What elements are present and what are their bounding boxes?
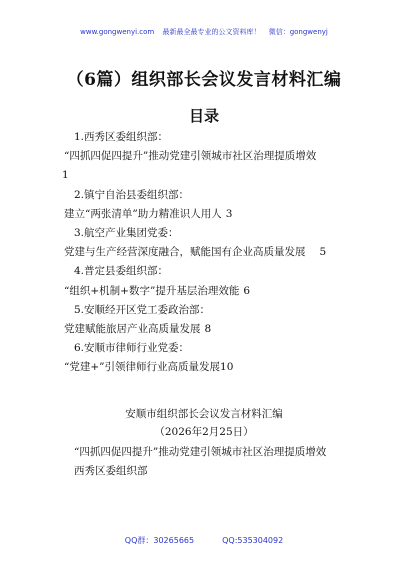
toc-entry-title: 党建与生产经营深度融合，赋能国有企业高质量发展 [64, 246, 306, 259]
toc-entry-line[interactable] [64, 243, 364, 262]
section-title: 安顺市组织部长会议发言材料汇编 [125, 408, 283, 420]
toc-heading: 目录 [188, 107, 219, 125]
section-item-org: 西秀区委组织部 [74, 465, 148, 477]
toc-entry-title: “组织+机制+数字”提升基层治理效能 [64, 284, 240, 297]
toc-entry-title: 建立“两张清单”助力精准识人用人 [64, 207, 222, 220]
toc-entry-org[interactable]: 3.航空产业集团党委： [74, 226, 179, 239]
toc-entry-title[interactable]: “四抓四促四提升”推动党建引领城市社区治理提质增效 [64, 150, 317, 163]
toc-entry-line[interactable] [64, 282, 364, 301]
toc-entry-page: 5 [319, 246, 327, 259]
toc-entry-org[interactable]: 6.安顺市律师行业党委： [74, 342, 190, 355]
toc-entry-org[interactable]: 5.安顺经开区党工委政治部： [74, 303, 211, 316]
toc-entry-line[interactable] [64, 320, 364, 339]
toc-entry-page[interactable]: 1 [62, 169, 69, 182]
toc-entry-page: 10 [220, 361, 234, 374]
toc-entry-page: 8 [204, 322, 212, 335]
toc-entry-line[interactable] [64, 358, 364, 377]
section-date: （2026年2月25日） [154, 426, 254, 438]
section-item-title: “四抓四促四提升”推动党建引领城市社区治理提质增效 [74, 446, 327, 458]
section-body [74, 443, 364, 481]
toc-entry-org[interactable]: 1.西秀区委组织部： [74, 131, 169, 143]
toc-entry-page: 6 [243, 284, 251, 297]
toc-entry-page: 3 [225, 207, 233, 220]
footer-contact [0, 535, 408, 547]
toc-entry-line[interactable] [64, 205, 364, 224]
header-slogan: 最新最全最专业的公文资料库！ [162, 28, 261, 36]
header-banner [0, 27, 408, 37]
footer-qq: QQ:535304092 [222, 536, 284, 545]
header-website[interactable]: www.gongwenyi.com [80, 28, 155, 36]
toc-entry-org[interactable]: 2.镇宁自治县委组织部： [74, 188, 190, 201]
table-of-contents [64, 128, 364, 377]
toc-entry-org[interactable]: 4.普定县委组织部： [74, 265, 169, 278]
footer-qq-group: QQ群：30265665 [124, 536, 195, 545]
toc-entry-title: “党建+”引领律师行业高质量发展 [64, 361, 221, 374]
toc-entry-title: 党建赋能旅居产业高质量发展 [64, 322, 201, 335]
document-title: （6篇）组织部长会议发言材料汇编 [66, 70, 342, 90]
header-wechat: 微信：gongwenyj [268, 28, 328, 36]
